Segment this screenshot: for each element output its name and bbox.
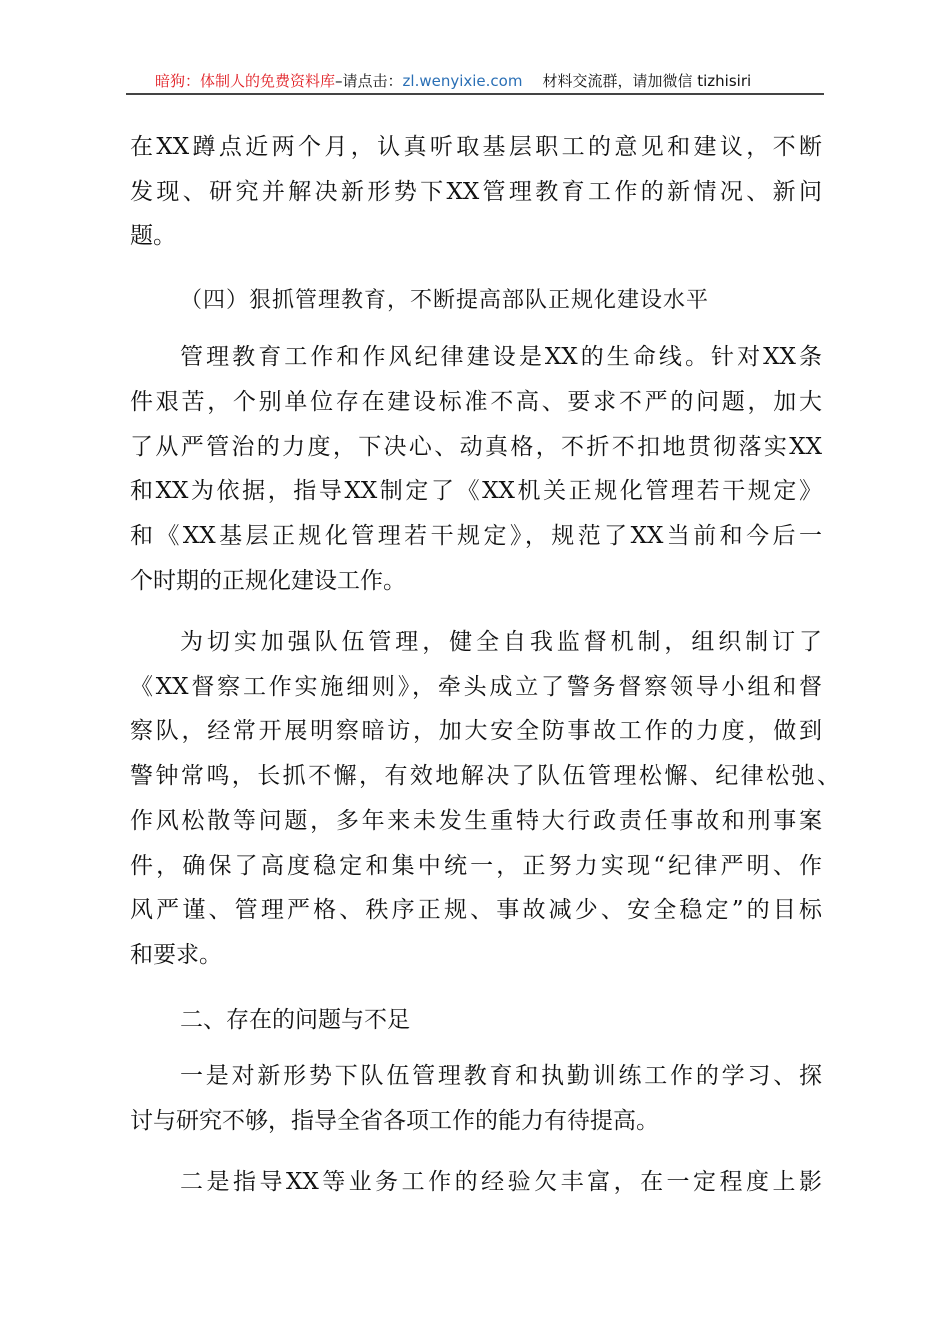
header-brand: 暗狗：体制人的免费资料库 <box>155 72 336 90</box>
text-line: 管理教育工作和作风纪律建设是XX的生命线。针对XX条 <box>180 344 822 370</box>
text-line: 《XX督察工作实施细则》，牵头成立了警务督察领导小组和督 <box>130 674 822 700</box>
text-line: 件，确保了高度稳定和集中统一，正努力实现“纪律严明、作 <box>130 853 822 879</box>
text-line: 在XX蹲点近两个月，认真听取基层职工的意见和建议，不断 <box>130 134 822 160</box>
chapter-heading: 二、存在的问题与不足 <box>180 1007 410 1033</box>
text-line: 和XX为依据，指导XX制定了《XX机关正规化管理若干规定》 <box>130 478 822 504</box>
page-header <box>155 70 751 91</box>
text-line: 一是对新形势下队伍管理教育和执勤训练工作的学习、探 <box>180 1063 822 1089</box>
header-click: –请点击： <box>335 72 403 90</box>
text-line: 警钟常鸣，长抓不懈，有效地解决了队伍管理松懈、纪律松弛、 <box>130 763 840 789</box>
header-link[interactable]: zl.wenyixie.com <box>402 72 523 90</box>
header-wechat: 材料交流群，请加微信 tizhisiri <box>542 72 752 90</box>
header-rule <box>126 93 824 95</box>
text-line: 和要求。 <box>130 942 222 968</box>
text-line: 和《XX基层正规化管理若干规定》，规范了XX当前和今后一 <box>130 523 822 549</box>
text-line: 个时期的正规化建设工作。 <box>130 568 406 594</box>
text-line: 风严谨、管理严格、秩序正规、事故减少、安全稳定”的目标 <box>130 897 822 923</box>
text-line: 题。 <box>130 223 176 249</box>
text-line: 作风松散等问题，多年来未发生重特大行政责任事故和刑事案 <box>130 808 822 834</box>
text-line: 为切实加强队伍管理，健全自我监督机制，组织制订了 <box>180 629 822 655</box>
text-line: 察队，经常开展明察暗访，加大安全防事故工作的力度，做到 <box>130 718 822 744</box>
text-line: 件艰苦，个别单位存在建设标准不高、要求不严的问题，加大 <box>130 389 822 415</box>
section-heading: （四）狠抓管理教育，不断提高部队正规化建设水平 <box>180 288 710 313</box>
text-line: 二是指导XX等业务工作的经验欠丰富，在一定程度上影 <box>180 1169 822 1195</box>
text-line: 发现、研究并解决新形势下XX管理教育工作的新情况、新问 <box>130 179 822 205</box>
text-line: 了从严管治的力度，下决心、动真格，不折不扣地贯彻落实XX <box>130 434 822 460</box>
text-line: 讨与研究不够，指导全省各项工作的能力有待提高。 <box>130 1108 659 1134</box>
